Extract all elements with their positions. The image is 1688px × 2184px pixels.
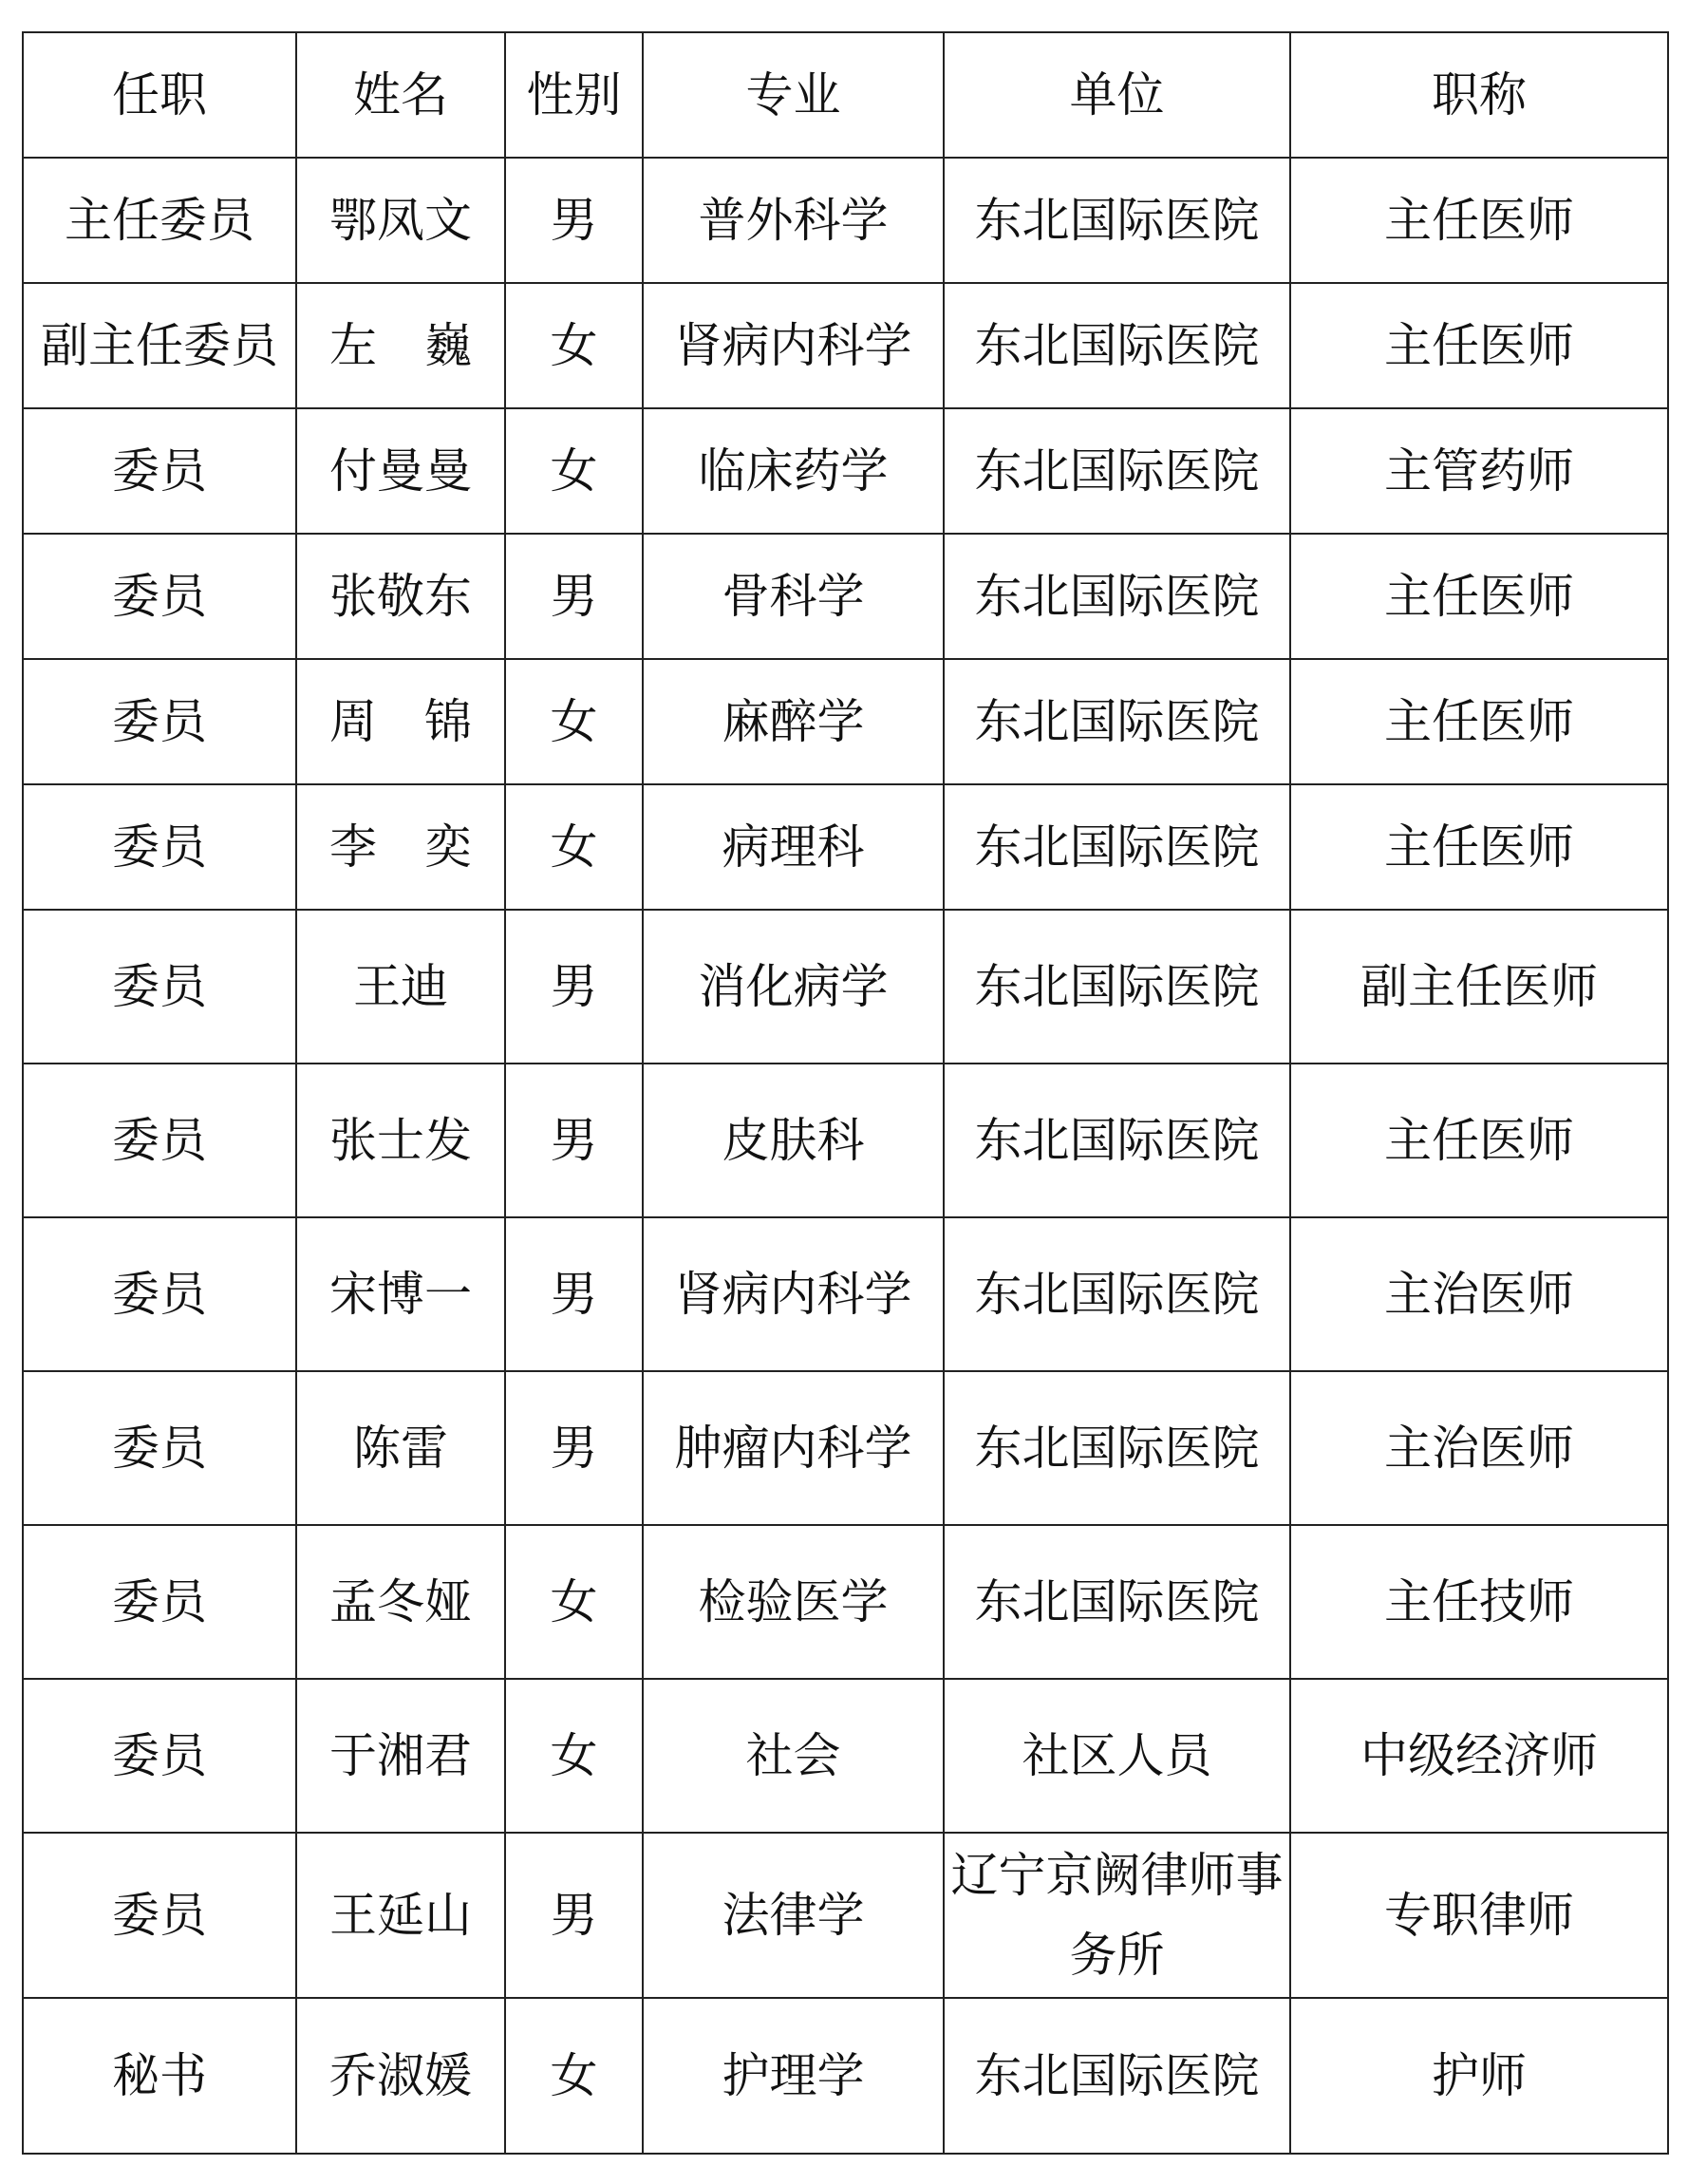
table-row (23, 1998, 1668, 2154)
cell-organization: 东北国际医院 (944, 1217, 1290, 1371)
cell-title: 副主任医师 (1290, 910, 1668, 1064)
cell-gender: 男 (505, 1833, 643, 1998)
header-organization: 单位 (944, 32, 1290, 158)
cell-position: 委员 (23, 408, 296, 534)
cell-title: 主任医师 (1290, 784, 1668, 910)
cell-organization: 东北国际医院 (944, 1998, 1290, 2154)
cell-name: 宋博一 (296, 1217, 505, 1371)
cell-specialty: 麻醉学 (643, 659, 944, 784)
cell-specialty: 肿瘤内科学 (643, 1371, 944, 1525)
cell-title: 主治医师 (1290, 1217, 1668, 1371)
header-title: 职称 (1290, 32, 1668, 158)
cell-gender: 男 (505, 534, 643, 659)
cell-name: 乔淑媛 (296, 1998, 505, 2154)
cell-organization: 东北国际医院 (944, 910, 1290, 1064)
cell-name: 付曼曼 (296, 408, 505, 534)
cell-name: 鄂凤文 (296, 158, 505, 283)
cell-specialty: 检验医学 (643, 1525, 944, 1679)
cell-organization: 社区人员 (944, 1679, 1290, 1833)
table-row (23, 408, 1668, 534)
cell-organization: 东北国际医院 (944, 158, 1290, 283)
cell-name: 张敬东 (296, 534, 505, 659)
cell-gender: 女 (505, 659, 643, 784)
cell-name: 王延山 (296, 1833, 505, 1998)
cell-position: 委员 (23, 659, 296, 784)
table-row (23, 910, 1668, 1064)
cell-name: 张士发 (296, 1064, 505, 1217)
cell-gender: 女 (505, 283, 643, 408)
cell-gender: 男 (505, 1217, 643, 1371)
cell-position: 委员 (23, 1525, 296, 1679)
cell-organization: 东北国际医院 (944, 784, 1290, 910)
cell-gender: 男 (505, 1064, 643, 1217)
cell-name: 于湘君 (296, 1679, 505, 1833)
header-name: 姓名 (296, 32, 505, 158)
cell-title: 主治医师 (1290, 1371, 1668, 1525)
cell-organization: 东北国际医院 (944, 1525, 1290, 1679)
table-row (23, 1064, 1668, 1217)
cell-specialty: 皮肤科 (643, 1064, 944, 1217)
cell-organization: 东北国际医院 (944, 534, 1290, 659)
cell-title: 专职律师 (1290, 1833, 1668, 1998)
cell-organization: 东北国际医院 (944, 659, 1290, 784)
cell-organization: 东北国际医院 (944, 1371, 1290, 1525)
cell-name: 周 锦 (296, 659, 505, 784)
cell-title: 主任技师 (1290, 1525, 1668, 1679)
cell-title: 主任医师 (1290, 158, 1668, 283)
cell-specialty: 法律学 (643, 1833, 944, 1998)
cell-title: 主任医师 (1290, 283, 1668, 408)
cell-gender: 女 (505, 1525, 643, 1679)
table-row (23, 1371, 1668, 1525)
cell-gender: 男 (505, 1371, 643, 1525)
cell-position: 委员 (23, 1833, 296, 1998)
cell-position: 委员 (23, 1679, 296, 1833)
cell-position: 委员 (23, 1371, 296, 1525)
table-row (23, 158, 1668, 283)
cell-organization: 东北国际医院 (944, 283, 1290, 408)
cell-specialty: 护理学 (643, 1998, 944, 2154)
table-row (23, 1679, 1668, 1833)
cell-name: 孟冬娅 (296, 1525, 505, 1679)
cell-name: 王迪 (296, 910, 505, 1064)
header-specialty: 专业 (643, 32, 944, 158)
cell-gender: 男 (505, 910, 643, 1064)
table-header-row (23, 32, 1668, 158)
cell-organization: 东北国际医院 (944, 408, 1290, 534)
cell-position: 委员 (23, 784, 296, 910)
cell-gender: 女 (505, 1998, 643, 2154)
cell-title: 护师 (1290, 1998, 1668, 2154)
cell-specialty: 肾病内科学 (643, 1217, 944, 1371)
cell-title: 主任医师 (1290, 534, 1668, 659)
cell-title: 中级经济师 (1290, 1679, 1668, 1833)
cell-gender: 男 (505, 158, 643, 283)
table-row (23, 784, 1668, 910)
header-position: 任职 (23, 32, 296, 158)
cell-gender: 女 (505, 784, 643, 910)
cell-position: 副主任委员 (23, 283, 296, 408)
cell-specialty: 病理科 (643, 784, 944, 910)
cell-name: 左 巍 (296, 283, 505, 408)
cell-specialty: 普外科学 (643, 158, 944, 283)
cell-position: 委员 (23, 534, 296, 659)
table-row (23, 659, 1668, 784)
cell-specialty: 临床药学 (643, 408, 944, 534)
table-row (23, 1525, 1668, 1679)
cell-gender: 女 (505, 1679, 643, 1833)
cell-position: 委员 (23, 1064, 296, 1217)
cell-position: 秘书 (23, 1998, 296, 2154)
committee-member-table (22, 31, 1669, 2155)
cell-position: 委员 (23, 1217, 296, 1371)
cell-name: 陈雷 (296, 1371, 505, 1525)
cell-specialty: 肾病内科学 (643, 283, 944, 408)
table-row (23, 283, 1668, 408)
table-row (23, 534, 1668, 659)
cell-gender: 女 (505, 408, 643, 534)
cell-organization: 辽宁京阙律师事务所 (944, 1833, 1290, 1998)
cell-specialty: 消化病学 (643, 910, 944, 1064)
cell-position: 委员 (23, 910, 296, 1064)
cell-position: 主任委员 (23, 158, 296, 283)
header-gender: 性别 (505, 32, 643, 158)
cell-title: 主任医师 (1290, 1064, 1668, 1217)
cell-name: 李 奕 (296, 784, 505, 910)
cell-specialty: 社会 (643, 1679, 944, 1833)
table-row (23, 1833, 1668, 1998)
cell-title: 主任医师 (1290, 659, 1668, 784)
table-row (23, 1217, 1668, 1371)
cell-specialty: 骨科学 (643, 534, 944, 659)
cell-title: 主管药师 (1290, 408, 1668, 534)
cell-organization: 东北国际医院 (944, 1064, 1290, 1217)
